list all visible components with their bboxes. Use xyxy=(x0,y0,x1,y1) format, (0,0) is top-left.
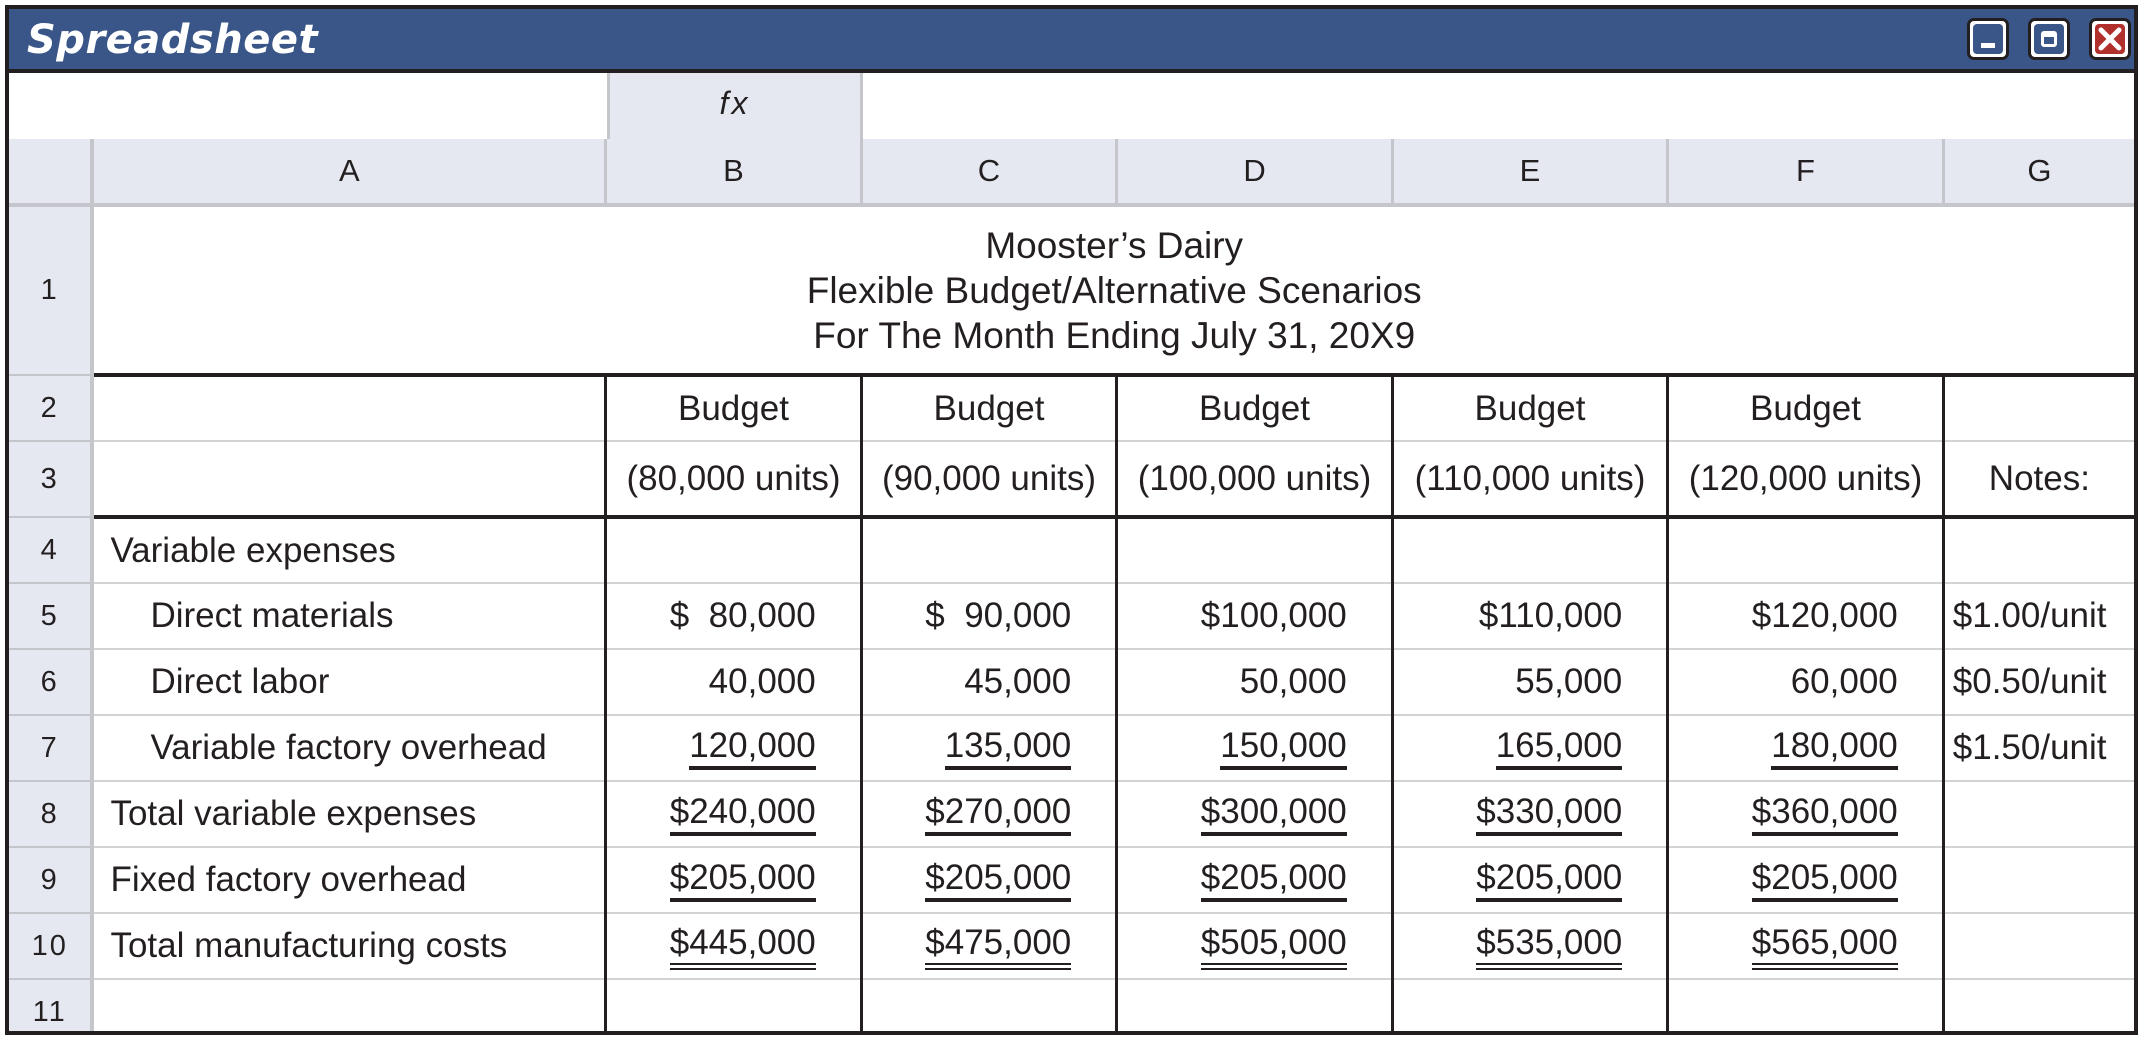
table-row xyxy=(9,715,2134,781)
cell-units-header[interactable]: (100,000 units) xyxy=(1117,441,1393,517)
cell-note[interactable]: $1.00/unit xyxy=(1943,583,2134,649)
value-text: 50,000 xyxy=(1239,662,1347,701)
cell-value[interactable] xyxy=(1668,649,1944,715)
cell-budget-header[interactable]: Budget xyxy=(861,375,1117,441)
cell-value[interactable] xyxy=(1117,847,1393,913)
cell-value[interactable] xyxy=(606,715,862,781)
table-row xyxy=(9,441,2134,517)
cell[interactable] xyxy=(606,517,862,583)
cell[interactable] xyxy=(1668,517,1944,583)
cell-value[interactable] xyxy=(606,649,862,715)
row-header[interactable]: 3 xyxy=(9,441,92,517)
cell-budget-header[interactable]: Budget xyxy=(1668,375,1944,441)
cell[interactable] xyxy=(1117,517,1393,583)
row-header[interactable]: 7 xyxy=(9,715,92,781)
value-text: 150,000 xyxy=(1220,727,1347,770)
table-row xyxy=(9,979,2134,1035)
table-row xyxy=(9,205,2134,375)
cell-label[interactable]: Variable expenses xyxy=(92,517,605,583)
value-text: 180,000 xyxy=(1771,727,1898,770)
cell[interactable] xyxy=(1392,979,1667,1035)
formula-bar xyxy=(9,73,2134,139)
cell-value[interactable] xyxy=(1392,847,1667,913)
value-text: $445,000 xyxy=(670,924,816,970)
row-header[interactable]: 8 xyxy=(9,781,92,847)
value-text: $110,000 xyxy=(1478,596,1623,635)
value-text: 165,000 xyxy=(1496,727,1623,770)
cell-value[interactable] xyxy=(606,781,862,847)
row-header[interactable]: 2 xyxy=(9,375,92,441)
cell[interactable] xyxy=(92,979,605,1035)
value-text: $300,000 xyxy=(1201,793,1347,836)
cell[interactable] xyxy=(1943,847,2134,913)
value-text: $100,000 xyxy=(1200,596,1347,635)
cell-label[interactable]: Fixed factory overhead xyxy=(92,847,605,913)
sheet-grid xyxy=(9,139,2134,1035)
cell-value[interactable] xyxy=(606,913,862,979)
cell-value[interactable] xyxy=(606,583,862,649)
cell-value[interactable] xyxy=(861,649,1117,715)
cell-value[interactable] xyxy=(861,781,1117,847)
title-bar xyxy=(9,9,2134,73)
value-text: $205,000 xyxy=(1752,859,1898,902)
value-text: $205,000 xyxy=(1476,859,1622,902)
cell-budget-header[interactable]: Budget xyxy=(1117,375,1393,441)
value-text: 55,000 xyxy=(1515,662,1623,701)
close-icon xyxy=(2095,24,2125,54)
cell-value[interactable] xyxy=(1668,583,1944,649)
fx-icon: fx xyxy=(607,73,863,139)
value-text: $205,000 xyxy=(670,859,816,902)
column-header-a[interactable]: A xyxy=(92,139,605,205)
column-header-d[interactable]: D xyxy=(1117,139,1393,205)
report-title: Flexible Budget/Alternative Scenarios xyxy=(806,269,1422,311)
company-name: Mooster’s Dairy xyxy=(985,224,1244,266)
cell-value[interactable] xyxy=(1117,781,1393,847)
table-row xyxy=(9,517,2134,583)
cell-budget-header[interactable]: Budget xyxy=(606,375,862,441)
cell-value[interactable] xyxy=(1668,715,1944,781)
value-text: $505,000 xyxy=(1201,924,1347,970)
table-row xyxy=(9,583,2134,649)
table-row xyxy=(9,649,2134,715)
maximize-icon xyxy=(2034,24,2064,54)
row-header[interactable]: 6 xyxy=(9,649,92,715)
value-text: $120,000 xyxy=(1751,596,1898,635)
cell[interactable] xyxy=(1943,781,2134,847)
cell-value[interactable] xyxy=(861,583,1117,649)
cell[interactable] xyxy=(1943,517,2134,583)
value-text: $330,000 xyxy=(1476,793,1622,836)
cell[interactable] xyxy=(1117,979,1393,1035)
value-text: $565,000 xyxy=(1752,924,1898,970)
cell-value[interactable] xyxy=(1392,781,1667,847)
value-text: $240,000 xyxy=(670,793,816,836)
maximize-button[interactable] xyxy=(2028,18,2070,60)
cell-value[interactable] xyxy=(861,913,1117,979)
report-title-cell[interactable] xyxy=(92,205,2134,375)
cell-value[interactable] xyxy=(861,715,1117,781)
cell[interactable] xyxy=(1668,979,1944,1035)
cell[interactable] xyxy=(92,441,605,517)
cell-value[interactable] xyxy=(1117,649,1393,715)
cell-note[interactable]: $1.50/unit xyxy=(1943,715,2134,781)
cell[interactable] xyxy=(1392,517,1667,583)
cell[interactable] xyxy=(861,517,1117,583)
cell-label[interactable]: Direct labor xyxy=(92,649,605,715)
cell-notes-header[interactable]: Notes: xyxy=(1943,441,2134,517)
cell[interactable] xyxy=(861,979,1117,1035)
value-text: 120,000 xyxy=(689,727,816,770)
cell-value[interactable] xyxy=(1392,649,1667,715)
cell-value[interactable] xyxy=(1392,715,1667,781)
value-text: 40,000 xyxy=(708,662,816,701)
cell[interactable] xyxy=(606,979,862,1035)
cell-label[interactable]: Direct materials xyxy=(92,583,605,649)
row-header[interactable]: 11 xyxy=(9,979,92,1035)
cell-value[interactable] xyxy=(1392,913,1667,979)
cell[interactable] xyxy=(1943,913,2134,979)
value-text: $205,000 xyxy=(1201,859,1347,902)
table-row xyxy=(9,781,2134,847)
cell-units-header[interactable]: (120,000 units) xyxy=(1668,441,1944,517)
report-period: For The Month Ending July 31, 20X9 xyxy=(813,314,1416,356)
cell-value[interactable] xyxy=(1668,781,1944,847)
value-text: $360,000 xyxy=(1752,793,1898,836)
value-text: 135,000 xyxy=(945,727,1072,770)
value-text: $ 80,000 xyxy=(669,596,816,635)
cell-value[interactable] xyxy=(1117,715,1393,781)
name-box[interactable] xyxy=(9,73,607,139)
column-header-e[interactable]: E xyxy=(1392,139,1667,205)
column-header-c[interactable]: C xyxy=(861,139,1117,205)
table-row xyxy=(9,375,2134,441)
value-text: $ 90,000 xyxy=(925,596,1072,635)
cell-value[interactable] xyxy=(1117,913,1393,979)
table-row xyxy=(9,913,2134,979)
value-text: $205,000 xyxy=(925,859,1071,902)
cell-value[interactable] xyxy=(1668,847,1944,913)
column-header-f[interactable]: F xyxy=(1668,139,1944,205)
spreadsheet-window xyxy=(5,5,2138,1035)
cell-label[interactable]: Total manufacturing costs xyxy=(92,913,605,979)
cell[interactable] xyxy=(92,375,605,441)
value-text: $270,000 xyxy=(925,793,1071,836)
cell-value[interactable] xyxy=(861,847,1117,913)
cell-budget-header[interactable]: Budget xyxy=(1392,375,1667,441)
row-header[interactable]: 5 xyxy=(9,583,92,649)
column-header-g[interactable]: G xyxy=(1943,139,2134,205)
cell-value[interactable] xyxy=(1117,583,1393,649)
formula-input[interactable] xyxy=(863,73,2134,139)
row-header[interactable]: 10 xyxy=(9,913,92,979)
value-text: $475,000 xyxy=(925,924,1071,970)
cell-units-header[interactable]: (90,000 units) xyxy=(861,441,1117,517)
table-row xyxy=(9,847,2134,913)
value-text: 45,000 xyxy=(964,662,1072,701)
cell-value[interactable] xyxy=(1392,583,1667,649)
row-header[interactable]: 1 xyxy=(9,205,92,375)
cell-units-header[interactable]: (110,000 units) xyxy=(1392,441,1667,517)
cell-note[interactable]: $0.50/unit xyxy=(1943,649,2134,715)
cell-label[interactable]: Total variable expenses xyxy=(92,781,605,847)
cell-value[interactable] xyxy=(606,847,862,913)
select-all-corner[interactable] xyxy=(9,139,92,205)
cell-label[interactable]: Variable factory overhead xyxy=(92,715,605,781)
close-button[interactable] xyxy=(2089,18,2131,60)
cell[interactable] xyxy=(1943,375,2134,441)
row-header[interactable]: 4 xyxy=(9,517,92,583)
row-header[interactable]: 9 xyxy=(9,847,92,913)
column-header-row xyxy=(9,139,2134,205)
cell[interactable] xyxy=(1943,979,2134,1035)
cell-value[interactable] xyxy=(1668,913,1944,979)
value-text: $535,000 xyxy=(1476,924,1622,970)
minimize-button[interactable] xyxy=(1967,18,2009,60)
cell-units-header[interactable]: (80,000 units) xyxy=(606,441,862,517)
window-title: Spreadsheet xyxy=(27,17,319,63)
column-header-b[interactable]: B xyxy=(606,139,862,205)
value-text: 60,000 xyxy=(1790,662,1898,701)
minimize-icon xyxy=(1973,24,2003,54)
